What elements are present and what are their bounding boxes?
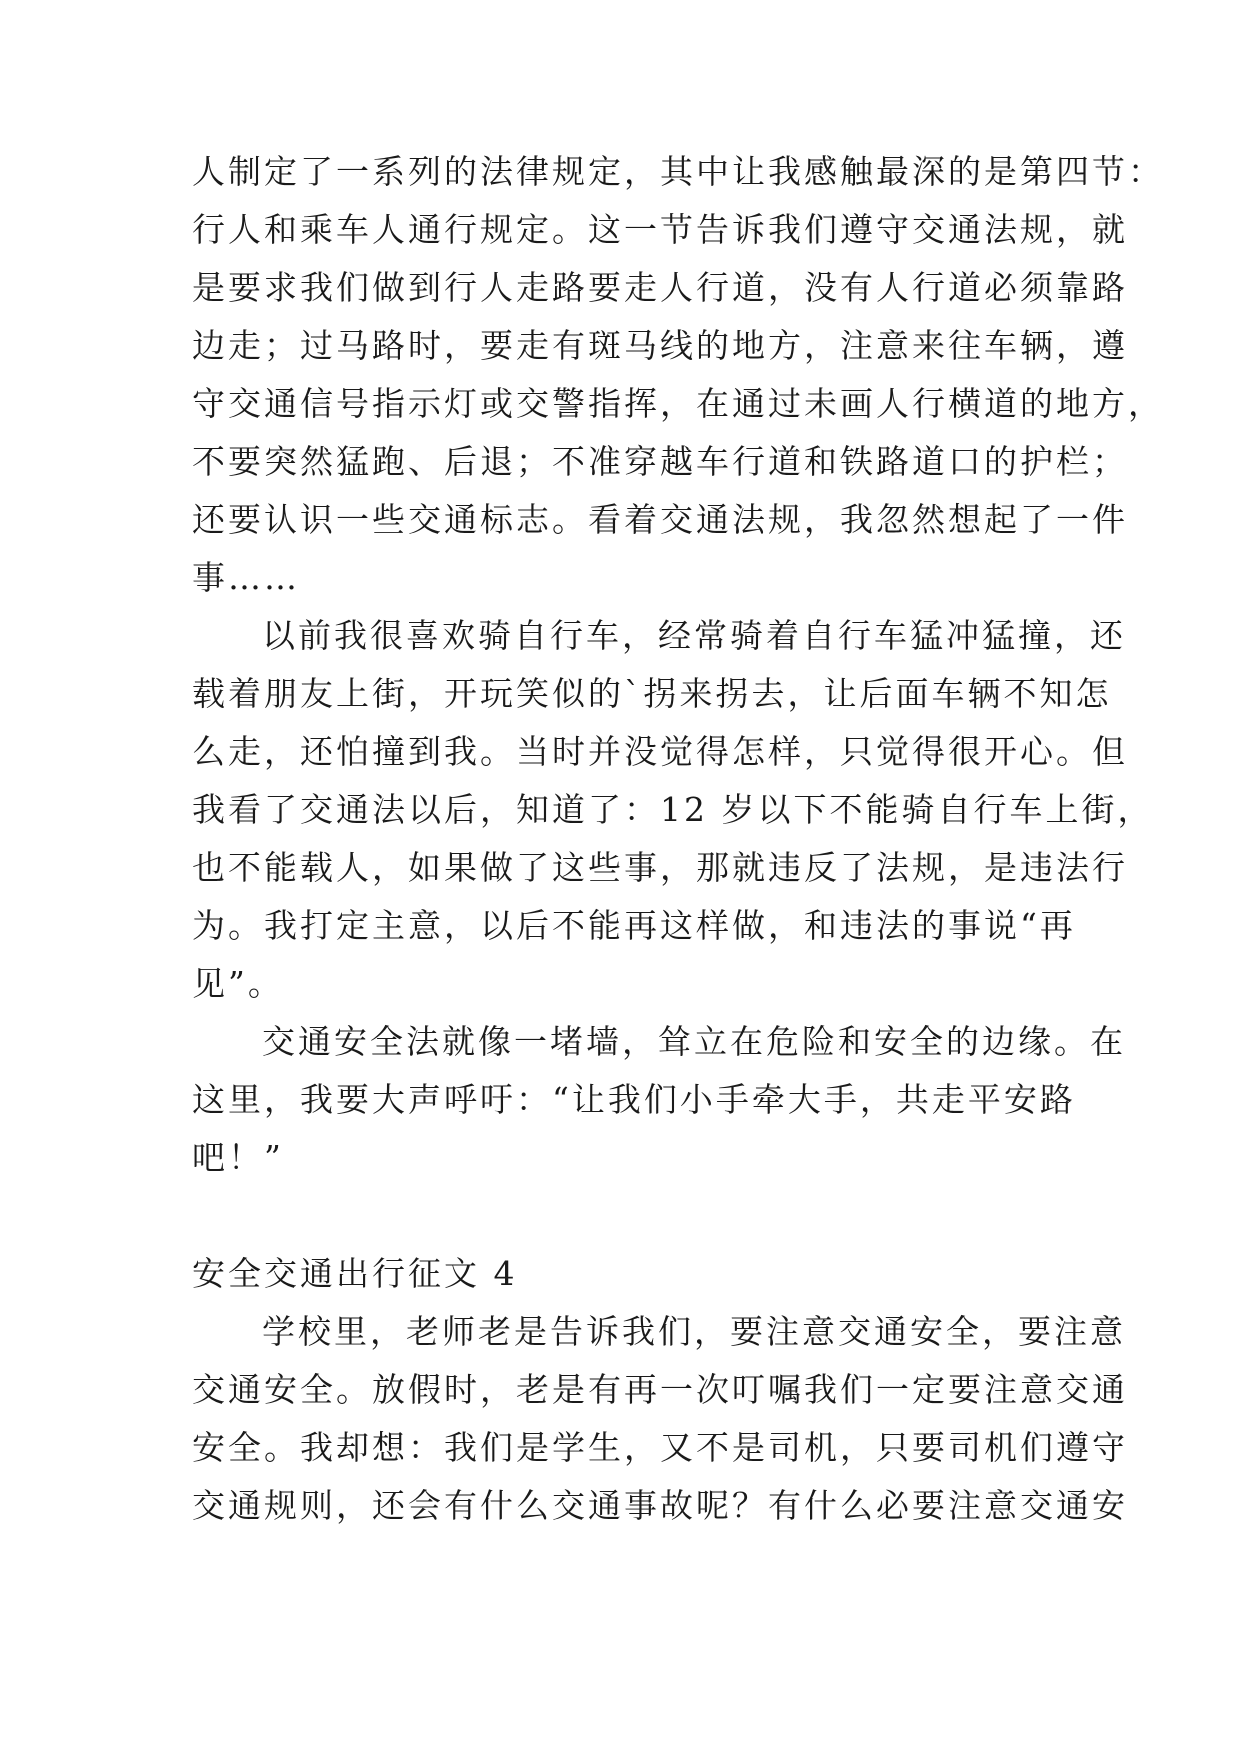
paragraph-first-line: 交通安全法就像一堵墙，耸立在危险和安全的边缘。在 [262,1022,1126,1061]
text-line: 事…… [192,558,300,597]
text-line: 这里，我要大声呼吁：“让我们小手牵大手，共走平安路 [192,1080,1076,1119]
text-line: 也不能载人，如果做了这些事，那就违反了法规，是违法行 [192,848,1128,887]
text-line: 吧！” [192,1138,284,1177]
text-line: 安全。我却想：我们是学生，又不是司机，只要司机们遵守 [192,1428,1128,1467]
section-title: 安全交通出行征文 4 [192,1254,518,1293]
text-line: 我看了交通法以后，知道了：12 岁以下不能骑自行车上街， [192,790,1154,829]
text-line: 人制定了一系列的法律规定，其中让我感触最深的是第四节： [192,152,1164,191]
text-line: 载着朋友上街，开玩笑似的`拐来拐去，让后面车辆不知怎 [192,674,1112,713]
text-line: 行人和乘车人通行规定。这一节告诉我们遵守交通法规，就 [192,210,1128,249]
blank-line [192,1187,1052,1245]
paragraph-first-line: 学校里，老师老是告诉我们，要注意交通安全，要注意 [262,1312,1126,1351]
text-line: 边走；过马路时，要走有斑马线的地方，注意来往车辆，遵 [192,326,1128,365]
text-line: 是要求我们做到行人走路要走人行道，没有人行道必须靠路 [192,268,1128,307]
text-line: 不要突然猛跑、后退；不准穿越车行道和铁路道口的护栏； [192,442,1128,481]
paragraph-first-line: 以前我很喜欢骑自行车，经常骑着自行车猛冲猛撞，还 [262,616,1126,655]
document-body [192,143,1164,1535]
text-line: 交通安全。放假时，老是有再一次叮嘱我们一定要注意交通 [192,1370,1128,1409]
text-line: 还要认识一些交通标志。看着交通法规，我忽然想起了一件 [192,500,1128,539]
text-line: 么走，还怕撞到我。当时并没觉得怎样，只觉得很开心。但 [192,732,1128,771]
text-line: 交通规则，还会有什么交通事故呢？有什么必要注意交通安 [192,1486,1128,1525]
text-line: 见”。 [192,964,284,1003]
text-line: 守交通信号指示灯或交警指挥，在通过未画人行横道的地方， [192,384,1164,423]
text-line: 为。我打定主意，以后不能再这样做，和违法的事说“再 [192,906,1076,945]
